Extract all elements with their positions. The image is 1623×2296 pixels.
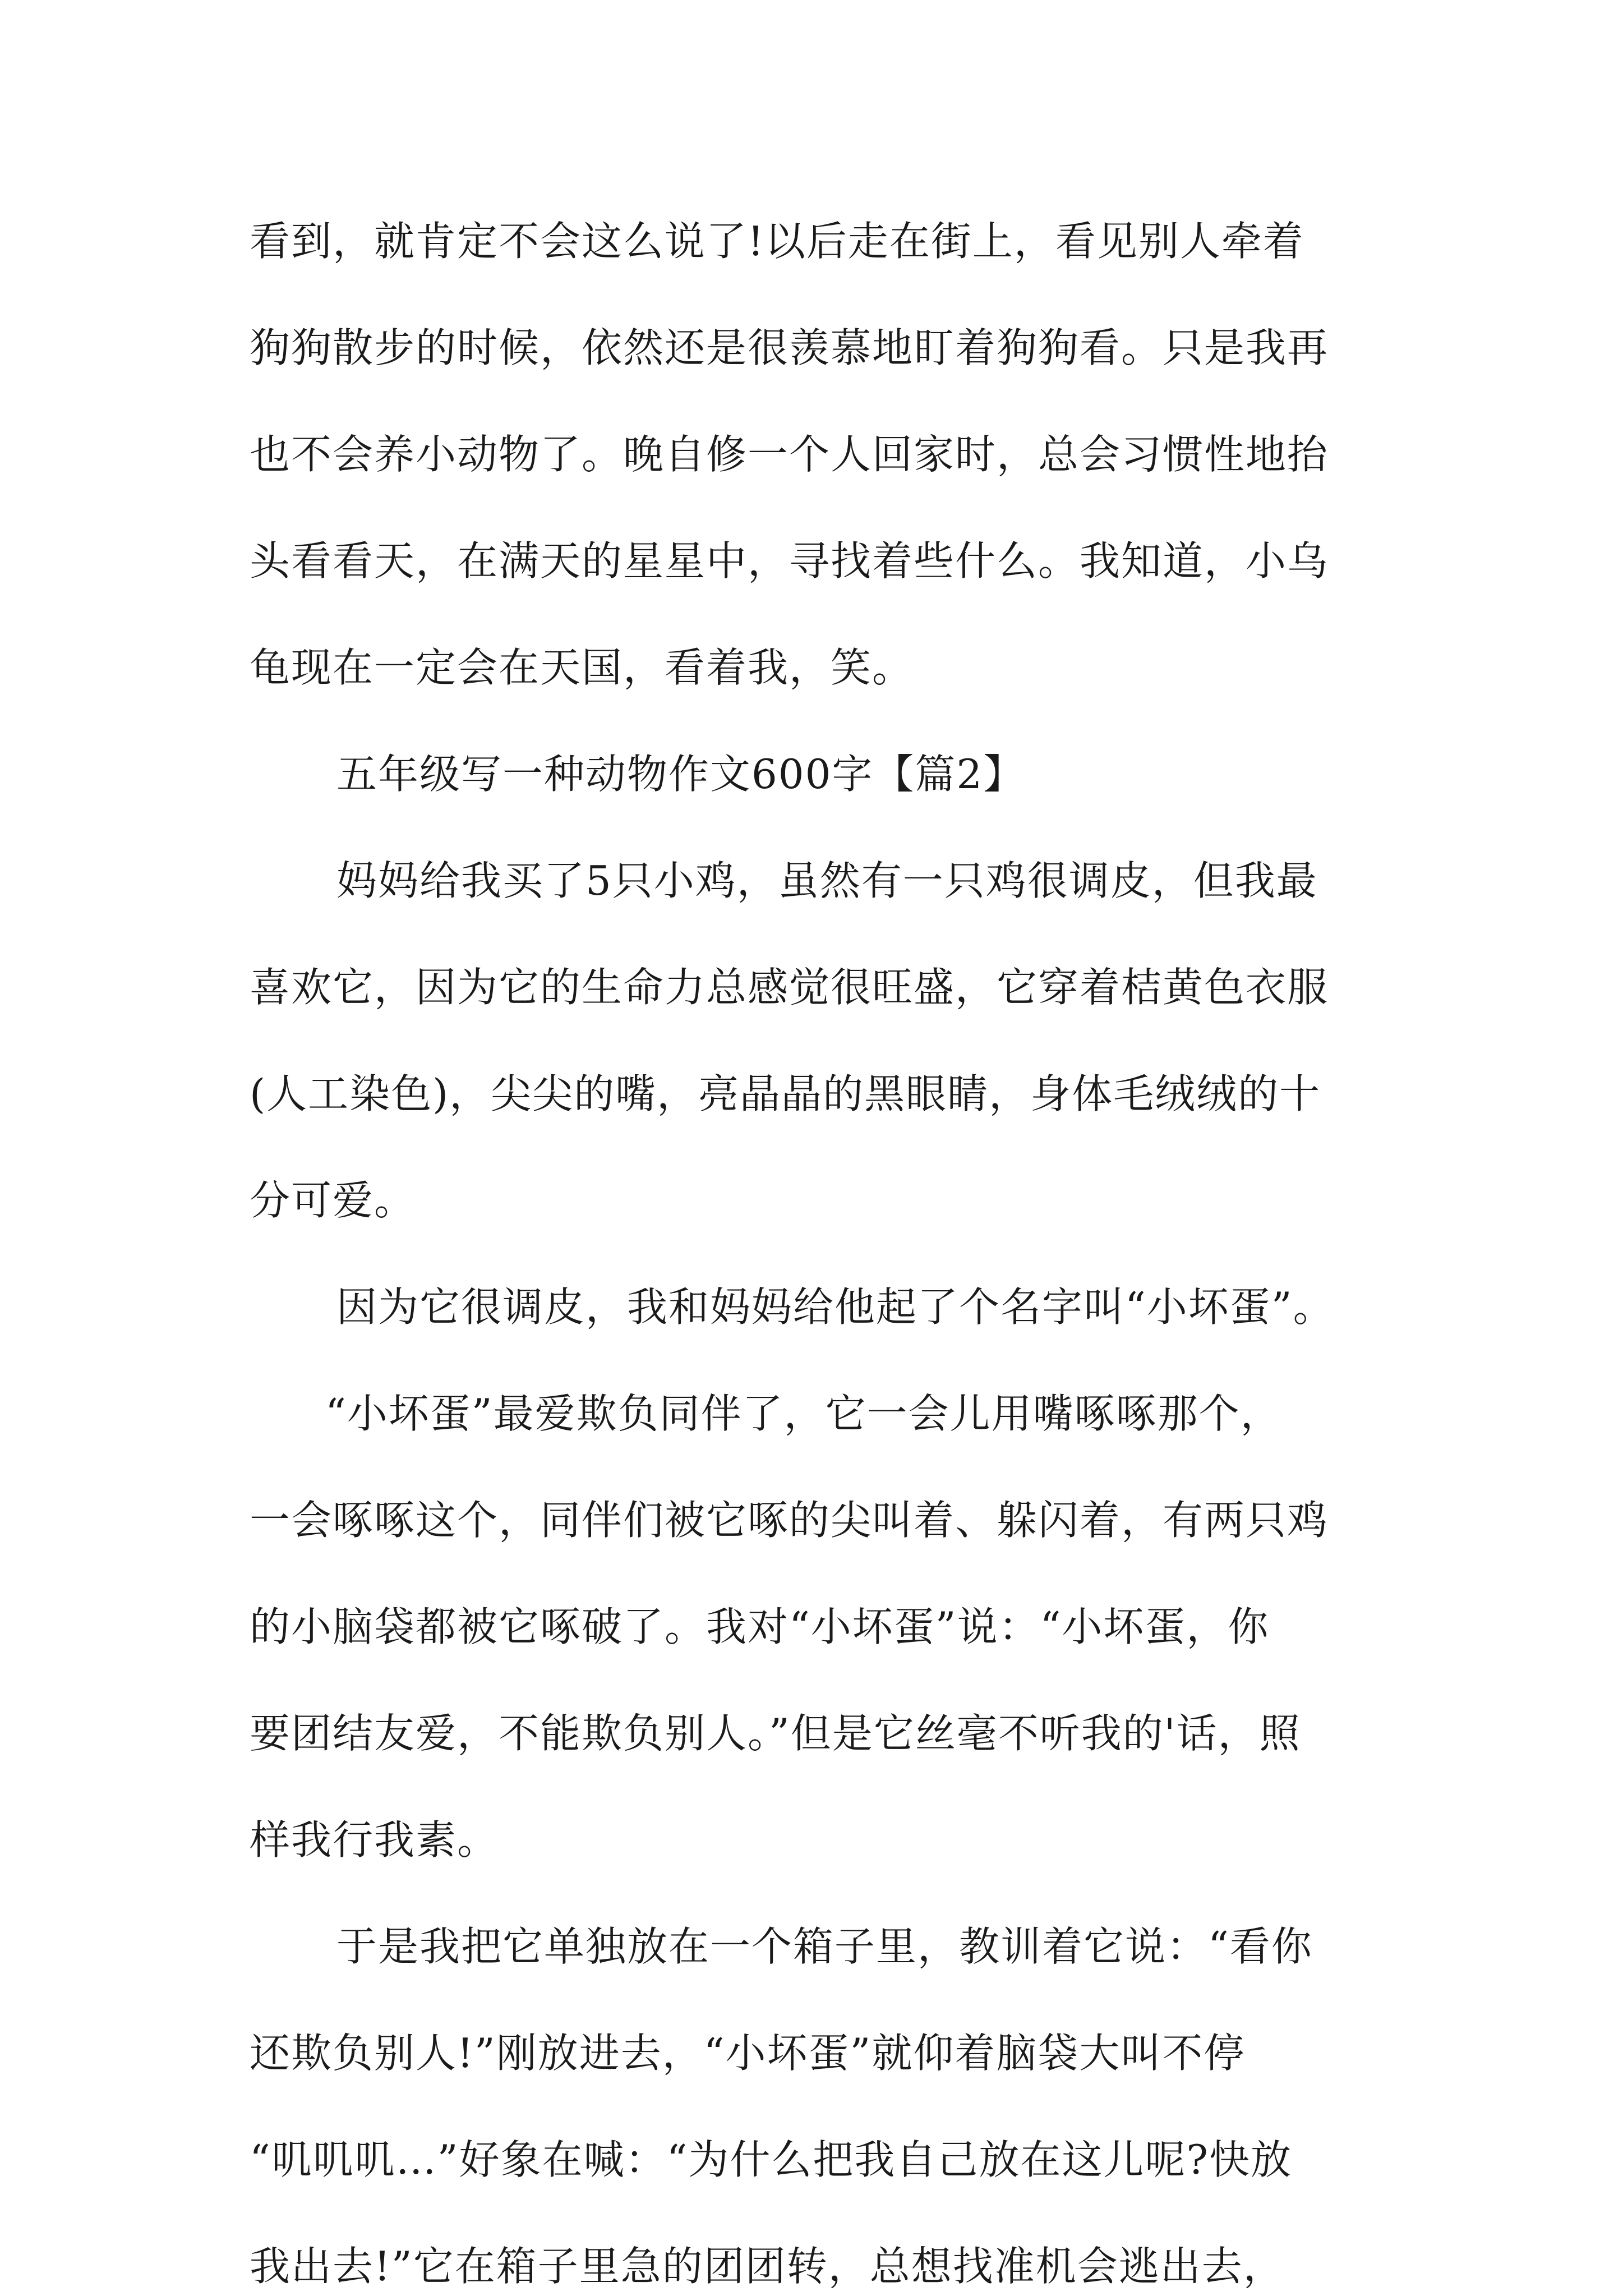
text-line: 龟现在一定会在天国，看着我，笑。: [250, 644, 914, 691]
text-line: 狗狗散步的时候，依然还是很羡慕地盯着狗狗看。只是我再: [250, 324, 1329, 371]
text-line: 要团结友爱，不能欺负别人。”但是它丝毫不听我的'话，照: [250, 1710, 1301, 1757]
text-line: 分可爱。: [250, 1177, 416, 1224]
text-line: 一会啄啄这个，同伴们被它啄的尖叫着、躲闪着，有两只鸡: [250, 1497, 1329, 1544]
text-line: 看到，就肯定不会这么说了!以后走在街上，看见别人牵着: [250, 218, 1304, 265]
text-line: (人工染色)，尖尖的嘴，亮晶晶的黑眼睛，身体毛绒绒的十: [250, 1070, 1321, 1117]
text-line: 我出去!”它在箱子里急的团团转，总想找准机会逃出去，: [250, 2243, 1285, 2290]
text-line: 于是我把它单独放在一个箱子里，教训着它说：“看你: [336, 1923, 1313, 1970]
section-heading: 五年级写一种动物作文600字【篇2】: [336, 751, 1025, 798]
text-line: 头看看天，在满天的星星中，寻找着些什么。我知道，小乌: [250, 537, 1329, 585]
text-line: 喜欢它，因为它的生命力总感觉很旺盛，它穿着桔黄色衣服: [250, 964, 1329, 1011]
text-line: “叽叽叽…”好象在喊：“为什么把我自己放在这儿呢?快放: [250, 2136, 1293, 2183]
text-line: “小坏蛋”最爱欺负同伴了，它一会儿用嘴啄啄那个，: [325, 1390, 1282, 1437]
text-line: 妈妈给我买了5只小鸡，虽然有一只鸡很调皮，但我最: [336, 857, 1318, 904]
text-line: 的小脑袋都被它啄破了。我对“小坏蛋”说：“小坏蛋，你: [250, 1603, 1270, 1650]
text-line: 还欺负别人!”刚放进去，“小坏蛋”就仰着脑袋大叫不停: [250, 2030, 1246, 2077]
text-line: 样我行我素。: [250, 1816, 499, 1864]
text-line: 也不会养小动物了。晚自修一个人回家时，总会习惯性地抬: [250, 431, 1329, 478]
text-line: 因为它很调皮，我和妈妈给他起了个名字叫“小坏蛋”。: [336, 1283, 1335, 1331]
